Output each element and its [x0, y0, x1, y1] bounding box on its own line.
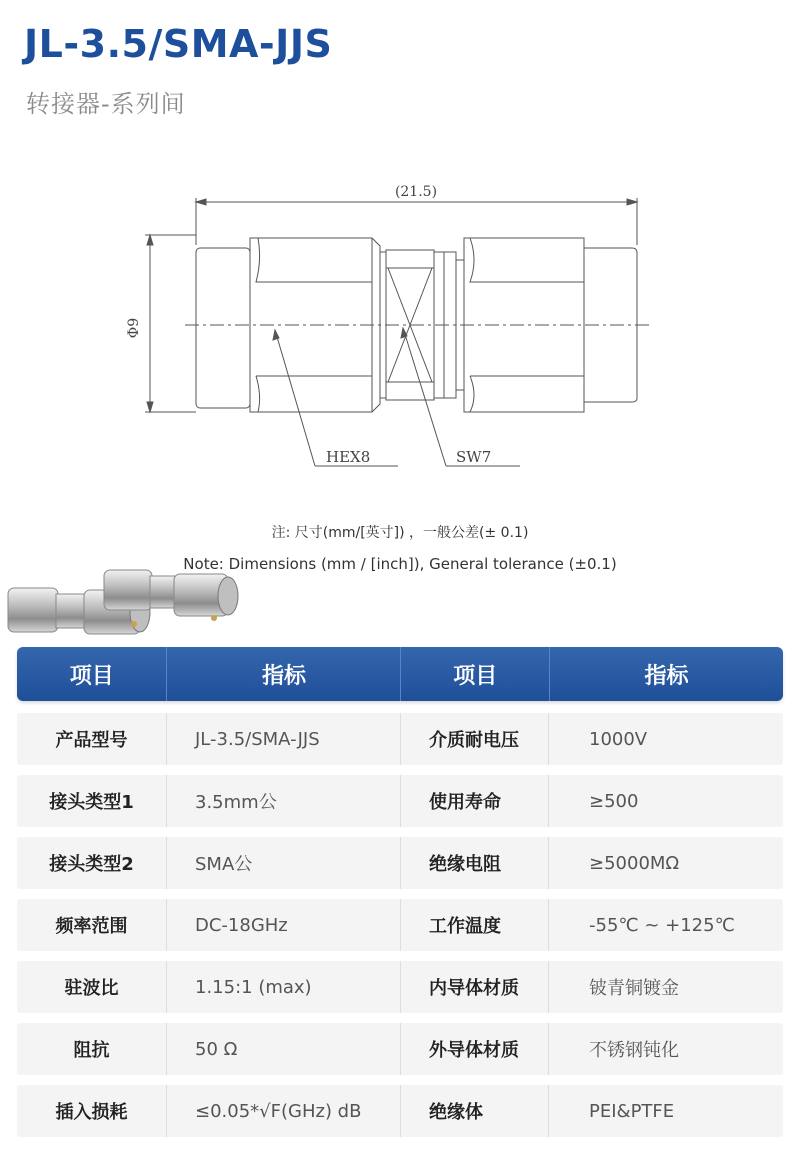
header-item-2: 项目 — [401, 647, 549, 701]
spec-value: ≥5000MΩ — [589, 852, 680, 874]
spec-key: 介质耐电压 — [401, 713, 549, 765]
table-row — [17, 899, 783, 951]
dimension-note-cn: 注: 尺寸(mm/[英寸]) ，一般公差(± 0.1) — [271, 525, 529, 541]
page-subtitle: 转接器-系列间 — [26, 90, 186, 118]
spec-key: 产品型号 — [17, 713, 167, 765]
spec-key: 插入损耗 — [17, 1085, 167, 1137]
spec-value: 1000V — [589, 728, 648, 750]
spec-value: 50 Ω — [167, 1023, 401, 1075]
spec-value: SMA公 — [167, 837, 401, 889]
spec-key: 内导体材质 — [401, 961, 549, 1013]
spec-key: 频率范围 — [17, 899, 167, 951]
table-row — [17, 713, 783, 765]
spec-value: DC-18GHz — [167, 899, 401, 951]
table-row — [17, 1085, 783, 1137]
spec-value: 3.5mm公 — [167, 775, 401, 827]
spec-key: 驻波比 — [17, 961, 167, 1013]
spec-value: ≥500 — [589, 790, 639, 812]
diameter-dimension-label: Φ9 — [126, 317, 142, 339]
length-dimension-label: (21.5) — [394, 184, 438, 200]
spec-key: 绝缘体 — [401, 1085, 549, 1137]
header-value-2: 指标 — [644, 663, 689, 689]
product-photo — [0, 560, 260, 660]
technical-drawing — [0, 170, 800, 490]
spec-table-body — [17, 713, 783, 1147]
spec-key: 工作温度 — [401, 899, 549, 951]
spec-key: 接头类型1 — [17, 775, 167, 827]
spec-key: 外导体材质 — [401, 1023, 549, 1075]
table-row — [17, 1023, 783, 1075]
spec-key: 阻抗 — [17, 1023, 167, 1075]
table-row — [17, 961, 783, 1013]
header-value-1: 指标 — [167, 647, 401, 701]
spec-value: -55℃ ~ +125℃ — [589, 914, 735, 936]
spec-value: 铍青铜镀金 — [589, 978, 679, 999]
spec-key: 接头类型2 — [17, 837, 167, 889]
spec-value: 不锈钢钝化 — [589, 1040, 679, 1061]
header-item-1: 项目 — [17, 647, 167, 701]
spec-key: 绝缘电阻 — [401, 837, 549, 889]
spec-value: ≤0.05*√F(GHz) dB — [167, 1085, 401, 1137]
dimension-note-en: Note: Dimensions (mm / [inch]), General tolerance (±0.1) — [183, 555, 617, 573]
page-title: JL-3.5/SMA-JJS — [24, 22, 333, 66]
spec-value: JL-3.5/SMA-JJS — [167, 713, 401, 765]
sw-label: SW7 — [456, 448, 492, 466]
spec-key: 使用寿命 — [401, 775, 549, 827]
spec-value: 1.15:1 (max) — [167, 961, 401, 1013]
table-row — [17, 775, 783, 827]
spec-value: PEI&PTFE — [589, 1100, 675, 1122]
spec-table-header — [17, 647, 783, 701]
table-row — [17, 837, 783, 889]
hex-label: HEX8 — [326, 448, 371, 466]
